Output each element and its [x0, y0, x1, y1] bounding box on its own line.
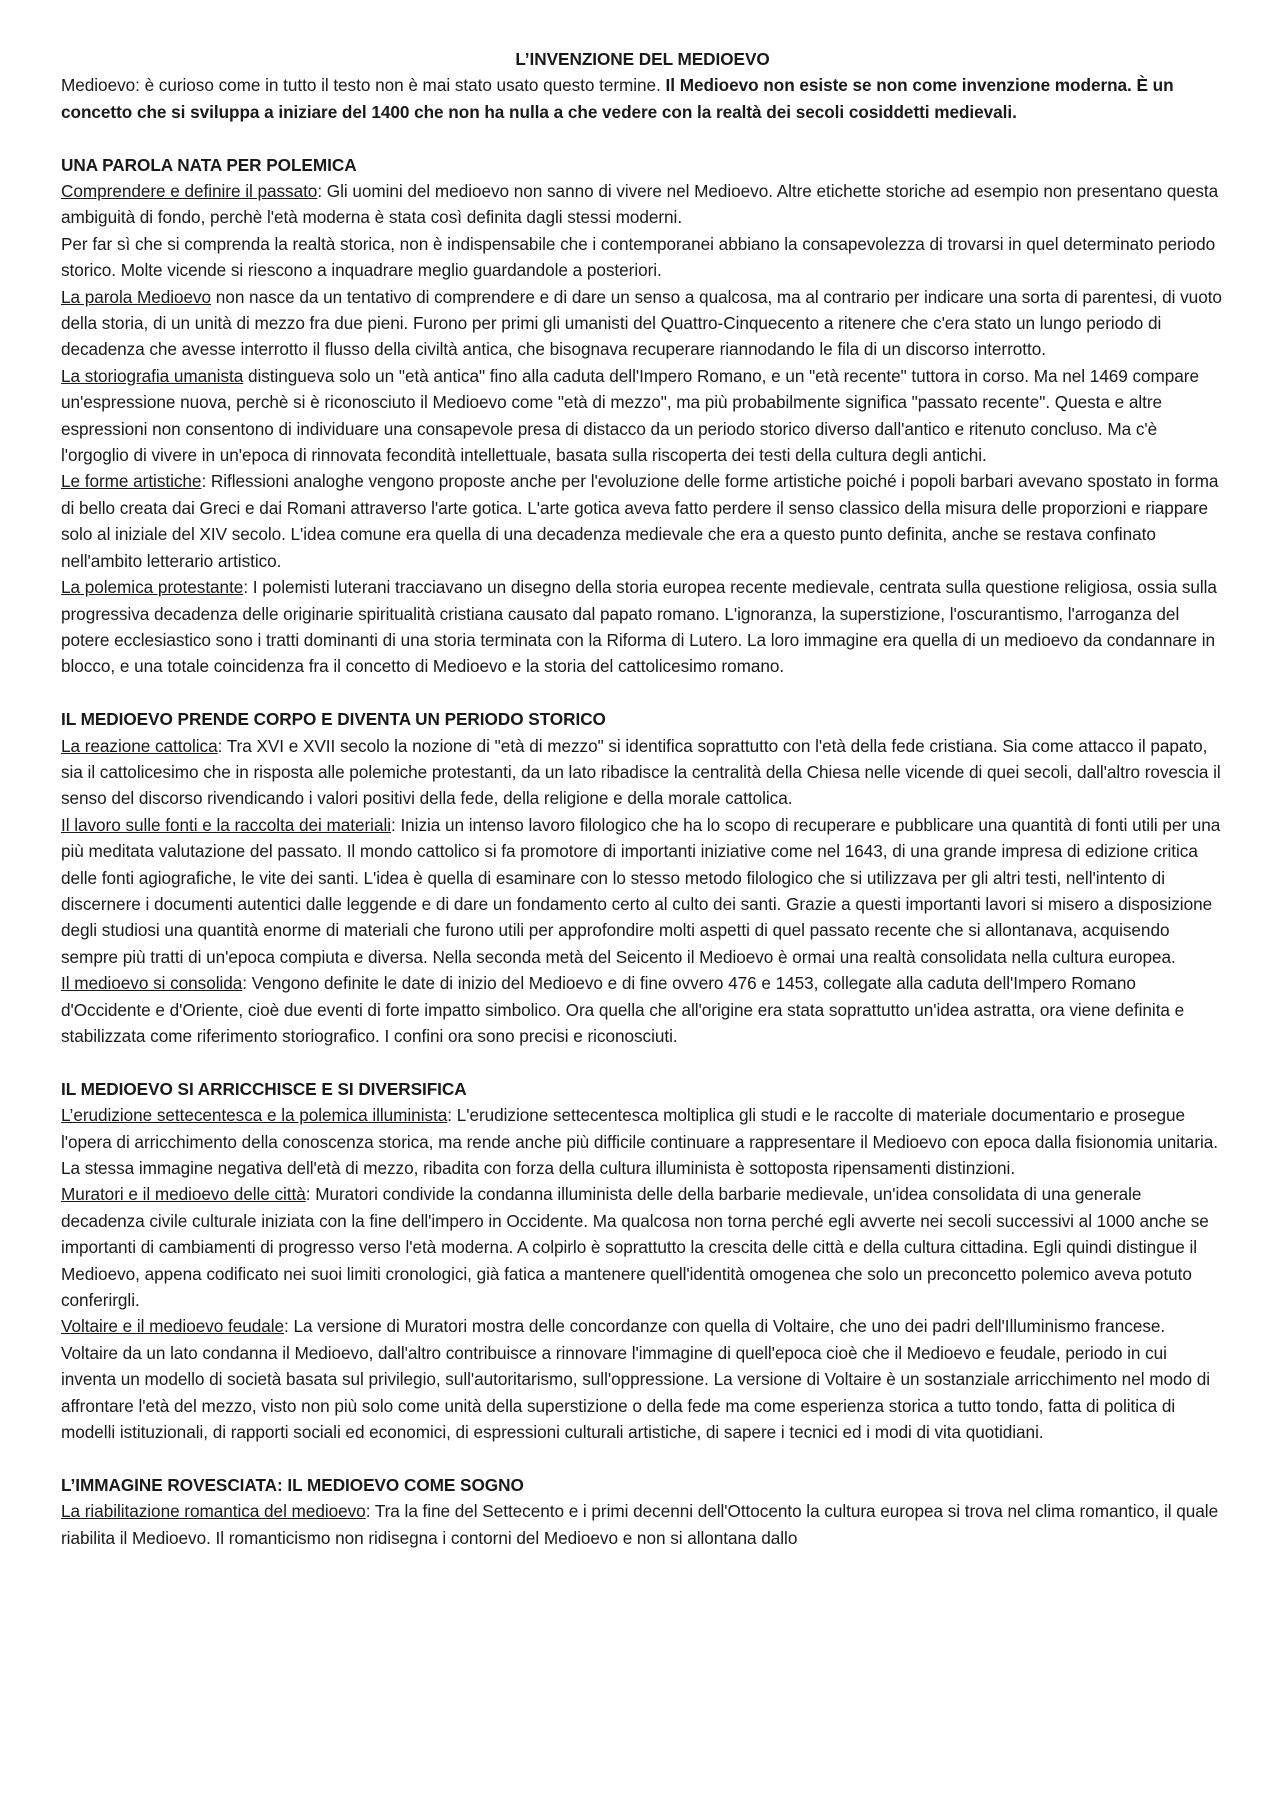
paragraph-label: La parola Medioevo	[61, 286, 212, 307]
paragraph-label: Muratori e il medioevo delle città	[61, 1184, 306, 1205]
paragraph-label: Il lavoro sulle fonti e la raccolta dei materiali	[61, 814, 391, 835]
paragraph	[61, 468, 1224, 574]
paragraph	[61, 363, 1224, 469]
paragraph-label: Comprendere e definire il passato	[61, 181, 318, 202]
paragraph	[61, 970, 1224, 1049]
intro-paragraph	[61, 72, 1224, 125]
paragraph-label: L’erudizione settecentesca e la polemica illuminista	[61, 1105, 448, 1126]
paragraph	[61, 231, 1224, 284]
paragraph	[61, 733, 1224, 812]
document-title: L’INVENZIONE DEL MEDIOEVO	[515, 49, 770, 69]
paragraph-text: Per far sì che si comprenda la realtà storica, non è indispensabile che i contemporanei abbiano la consapevolezza di trovarsi in quel determinato periodo storico. Molte vicende si riescono a inquadrare meglio guardandole a posteriori.	[61, 233, 1216, 281]
intro-text: Medioevo: è curioso come in tutto il testo non è mai stato usato questo termine.	[61, 75, 666, 96]
section-heading: IL MEDIOEVO PRENDE CORPO E DIVENTA UN PERIODO STORICO	[61, 709, 606, 730]
paragraph	[61, 178, 1224, 231]
paragraph	[61, 574, 1224, 680]
paragraph-text: : Tra la fine del Settecento e i primi decenni dell'Ottocento la cultura europea si trova nel clima romantico, il quale riabilita il Medioevo. Il romanticismo non ridisegna i contorni del Medioevo e non si allontana dallo	[61, 1501, 1219, 1548]
paragraph	[61, 812, 1224, 970]
paragraph	[61, 1102, 1224, 1181]
paragraph	[61, 1181, 1224, 1313]
paragraph-label: Il medioevo si consolida	[61, 973, 243, 994]
paragraph-label: Le forme artistiche	[61, 471, 202, 492]
paragraph-text: : I polemisti luterani tracciavano un disegno della storia europea recente medievale, centrata sulla questione religiosa, ossia sulla progressiva decadenza delle originarie spiritualità cristiana causato dal papato romano. L'ignoranza, la superstizione, l'oscurantismo, l'arroganza del potere ecclesiastico sono i tratti dominanti di una storia terminata con la Riforma di Lutero. La loro immagine era quella di un medioevo da condannare in blocco, e una totale coincidenza fra il concetto di Medioevo e la storia del cattolicesimo romano.	[61, 577, 1217, 677]
paragraph-label: La riabilitazione romantica del medioevo	[61, 1501, 366, 1522]
paragraph	[61, 284, 1224, 363]
paragraph-text: : Gli uomini del medioevo non sanno di vivere nel Medioevo. Altre etichette storiche ad esempio non presentano questa ambiguità di fondo, perchè l'età moderna è stata così definita dagli stessi moderni.	[61, 181, 1219, 228]
paragraph-text: : La versione di Muratori mostra delle concordanze con quella di Voltaire, che uno dei padri dell'Illuminismo francese. Voltaire da un lato condanna il Medioevo, dall'altro contribuisce a rinnovare l'immagine di quell'epoca cioè che il Medioevo e feudale, periodo in cui inventa un modello di società basata sul privilegio, sull'autoritarismo, sull'oppressione. La versione di Voltaire è un sostanziale arricchimento nel modo di affrontare l'età del mezzo, visto non più solo come unità della superstizione o della fede ma come esperienza storica a tutto tondo, fatta di politica di modelli istituzionali, di rapporti sociali ed economici, di espressioni culturali artistiche, di sapere i tecnici ed i modi di vita quotidiani.	[61, 1316, 1210, 1443]
paragraph-label: La storiografia umanista	[61, 365, 244, 386]
paragraph-text: : Inizia un intenso lavoro filologico che ha lo scopo di recuperare e pubblicare una quantità di fonti utili per una più meditata valutazione del passato. Il mondo cattolico si fa promotore di importanti iniziative come nel 1643, di una grande impresa di edizione critica delle fonti agiografiche, le vite dei santi. L'idea è quella di esaminare con lo stesso metodo filologico che si utilizzava per gli altri testi, nell'intento di discernere i documenti autentici dalle leggende e di dare un fondamento certo al culto dei santi. Grazie a questi importanti lavori si misero a disposizione degli studiosi una quantità enorme di materiali che furono utili per approfondire molti aspetti di quel passato recente che si allontanava, acquisendo sempre più tratti di un'epoca compiuta e diversa. Nella seconda metà del Seicento il Medioevo è ormai una realtà consolidata nella cultura europea.	[61, 814, 1221, 967]
paragraph-label: La polemica protestante	[61, 577, 244, 598]
paragraph-label: Voltaire e il medioevo feudale	[61, 1316, 285, 1337]
paragraph-text: distingueva solo un "età antica" fino alla caduta dell'Impero Romano, e un "età recente" tuttora in corso. Ma nel 1469 compare un'espressione nuova, perchè si è riconosciuto il Medioevo come "età di mezzo", ma più probabilmente significa "passato recente". Questa e altre espressioni non consentono di individuare una consapevole presa di distacco da un periodo storico diverso dall'antico e ritenuto concluso. Ma c'è l'orgoglio di vivere in un'epoca di rinnovata fecondità intellettuale, basata sulla riscoperta dei testi della cultura degli antichi.	[61, 365, 1199, 466]
section-heading: IL MEDIOEVO SI ARRICCHISCE E SI DIVERSIFICA	[61, 1078, 467, 1099]
intro-bold-text: Il Medioevo non esiste se non come invenzione moderna. È un concetto che si sviluppa a iniziare del 1400 che non ha nulla a che vedere con la realtà dei secoli cosiddetti medievali.	[61, 75, 1174, 122]
paragraph-text: : L'erudizione settecentesca moltiplica gli studi e le raccolte di materiale documentario e prosegue l'opera di arricchimento della conoscenza storica, ma rende anche più difficile continuare a rappresentare il Medioevo con epoca dalla fisionomia unitaria. La stessa immagine negativa dell'età di mezzo, ribadita con forza della cultura illuminista è sottoposta ripensamenti distinzioni.	[61, 1105, 1218, 1179]
paragraph-text: non nasce da un tentativo di comprendere e di dare un senso a qualcosa, ma al contrario per indicare una sorta di parentesi, di vuoto della storia, di un unità di mezzo fra due pieni. Furono per primi gli umanisti del Quattro-Cinquecento a ritenere che c'era stato un lungo periodo di decadenza che avesse interrotto il flusso della civiltà antica, che bisognava recuperare riannodando le fila di un discorso interrotto.	[61, 286, 1222, 360]
paragraph	[61, 1313, 1224, 1445]
section-heading: UNA PAROLA NATA PER POLEMICA	[61, 154, 357, 175]
paragraph	[61, 1498, 1224, 1551]
paragraph-label: La reazione cattolica	[61, 735, 218, 756]
section-heading: L’IMMAGINE ROVESCIATA: IL MEDIOEVO COME SOGNO	[61, 1474, 524, 1495]
paragraph-text: : Vengono definite le date di inizio del Medioevo e di fine ovvero 476 e 1453, collegate alla caduta dell'Impero Romano d'Occidente e d'Oriente, cioè due eventi di forte impatto simbolico. Ora quella che all'origine era stata soprattutto un'idea astratta, ora viene definita e stabilizzata come riferimento storiografico. I confini ora sono precisi e riconosciuti.	[61, 973, 1185, 1046]
paragraph-text: : Tra XVI e XVII secolo la nozione di "età di mezzo" si identifica soprattutto con l'età della fede cristiana. Sia come attacco il papato, sia il cattolicesimo che in risposta alle polemiche protestanti, da un lato ribadisce la centralità della Chiesa nelle vicende di quei secoli, dall'altro rovescia il senso del discorso rivendicando i valori positivi della fede, della religione e della morale cattolica.	[61, 735, 1221, 809]
paragraph-text: : Muratori condivide la condanna illuminista delle della barbarie medievale, un'idea consolidata di una generale decadenza civile culturale iniziata con la fine dell'impero in Occidente. Ma qualcosa non torna perché egli avverte nei secoli successivi al 1000 anche se importanti di cambiamenti di progresso verso l'età moderna. A colpirlo è soprattutto la crescita delle città e della cultura cittadina. Egli quindi distingue il Medioevo, appena codificato nei suoi limiti cronologici, già fatica a mantenere quell'identità omogenea che solo un preconcetto polemico aveva potuto conferirgli.	[61, 1184, 1209, 1311]
paragraph-text: : Riflessioni analoghe vengono proposte anche per l'evoluzione delle forme artistiche poiché i popoli barbari avevano spostato in forma di bello creata dai Greci e dai Romani attraverso l'arte gotica. L'arte gotica aveva fatto perdere il senso classico della misura delle proporzioni e riappare solo al iniziale del XIV secolo. L'idea comune era quella di una decadenza medievale che era a questo punto definita, anche se restava confinato nell'ambito letterario artistico.	[61, 471, 1219, 571]
